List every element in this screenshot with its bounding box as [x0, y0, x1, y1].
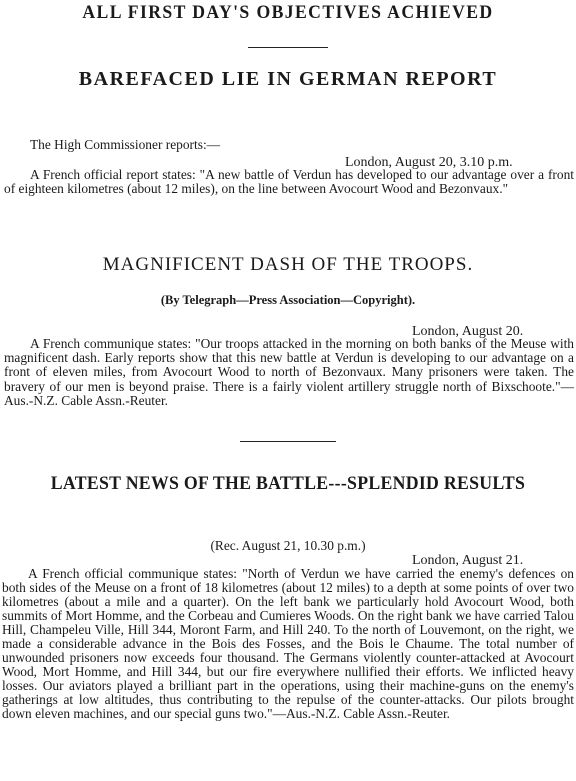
- section3-body: A French official communique states: "North of Verdun we have carried the enemy's defences on both sides of the Meuse on a front of 18 kilometres (about 12 miles) to a depth at some points of over two kilometres (about a mile and a quarter). On the left bank we particularly hold Avocourt Wood, both summits of Mort Homme, and the Corbeau and Cumieres Woods. On the right bank we have carried Talou Hill, Champeleu Ville, Hill 344, Moront Farm, and Hill 240. To the north of Louvemont, on the right, we made a considerable advance in the Bois des Fosses, and the Bois le Chaume. The total number of unwounded prisoners now exceeds four thousand. The Germans violently counter-attacked at Avocourt Wood, Mort Homme, and Hill 344, but our fire everywhere nullified their efforts. We inflicted heavy losses. Our aviators played a brilliant part in the operations, using their machine-guns on the enemy's gatherings at low altitudes, thus contributing to the repulse of the counter-attacks. Our pilots brought down eleven machines, and our special guns two."—Aus.-N.Z. Cable Assn.-Reuter.: [2, 566, 574, 721]
- section1-intro: The High Commissioner reports:—: [30, 137, 221, 152]
- section-divider: [248, 47, 328, 48]
- section3-dateline: London, August 21.: [412, 553, 524, 568]
- section1-headline: BAREFACED LIE IN GERMAN REPORT: [78, 68, 498, 90]
- top-headline: ALL FIRST DAY'S OBJECTIVES ACHIEVED: [82, 2, 494, 23]
- section2-dateline: London, August 20.: [412, 324, 524, 339]
- section-divider: [240, 441, 336, 442]
- section1-dateline: London, August 20, 3.10 p.m.: [345, 155, 513, 170]
- section3-received: (Rec. August 21, 10.30 p.m.): [210, 538, 366, 553]
- section1-body: A French official report states: "A new battle of Verdun has developed to our advantage over a front of eighteen kilometres (about 12 miles), on the line between Avocourt Wood and Bezonvaux.": [4, 167, 574, 197]
- section3-headline: LATEST NEWS OF THE BATTLE---SPLENDID RESULTS: [50, 474, 526, 494]
- section2-body: A French communique states: "Our troops attacked in the morning on both banks of the Meuse with magnificent dash. Early reports show that this new battle at Verdun is developing to our advantage on a front of eleven miles, from Avocourt Wood to north of Bezonvaux. Many prisoners were taken. The bravery of our men is beyond praise. There is a fairly violent artillery struggle north of Bixschoote."—Aus.-N.Z. Cable Assn.-Reuter.: [4, 336, 574, 408]
- section2-headline: MAGNIFICENT DASH OF THE TROOPS.: [102, 254, 474, 275]
- section2-credit: (By Telegraph—Press Association—Copyright).: [160, 293, 416, 307]
